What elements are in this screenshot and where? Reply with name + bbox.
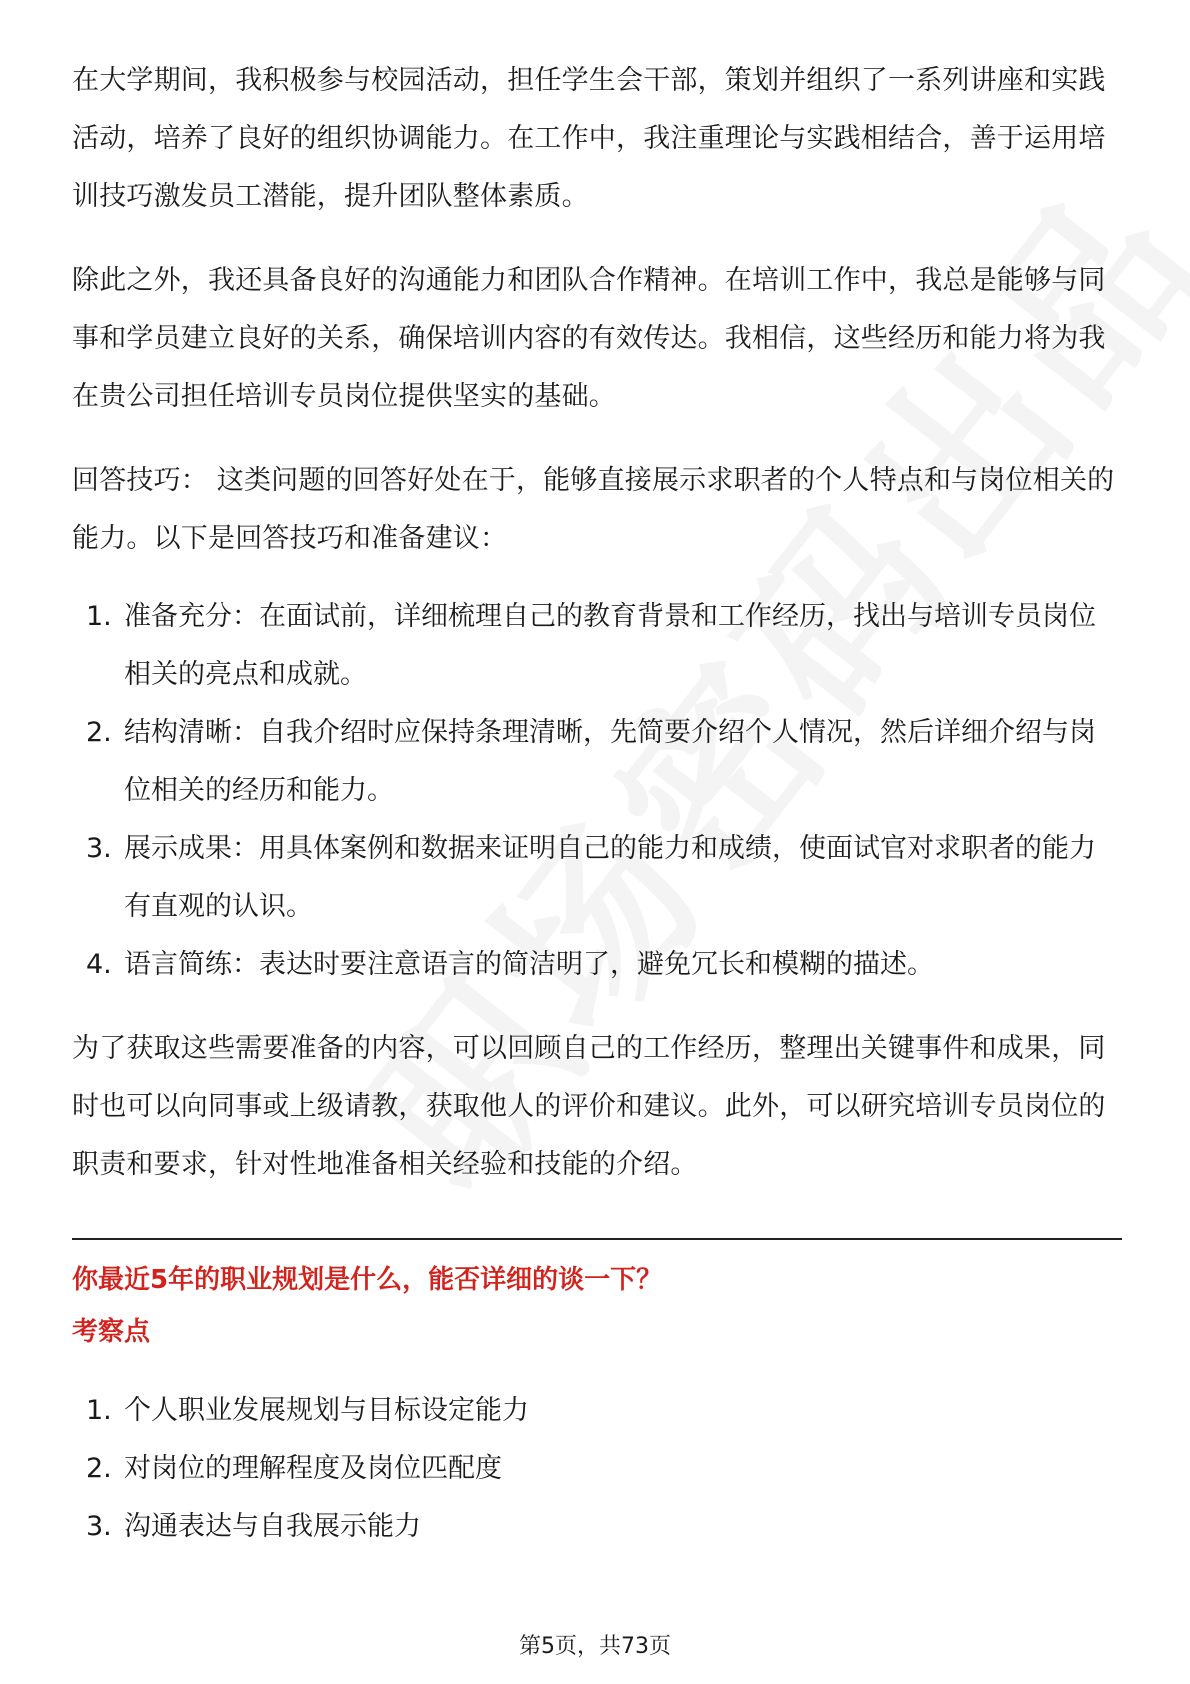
list-item-text: 沟通表达与自我展示能力 bbox=[124, 1511, 421, 1542]
list-item bbox=[72, 1382, 1122, 1440]
list-item-text: 准备充分：在面试前，详细梳理自己的教育背景和工作经历，找出与培训专员岗位相关的亮点和成就。 bbox=[124, 601, 1096, 690]
assessment-subheading: 考察点 bbox=[72, 1317, 151, 1347]
list-number: 4. bbox=[86, 949, 112, 980]
list-item bbox=[72, 1498, 1122, 1556]
list-number: 3. bbox=[86, 1511, 112, 1542]
list-number: 1. bbox=[86, 601, 112, 632]
assessment-points-list bbox=[72, 1382, 1122, 1556]
list-number: 1. bbox=[86, 1395, 112, 1426]
question-heading: 你最近5年的职业规划是什么，能否详细的谈一下？ bbox=[72, 1265, 663, 1295]
list-item bbox=[72, 820, 1122, 936]
list-number: 2. bbox=[86, 1453, 112, 1484]
paragraph-answer-tips: 回答技巧： 这类问题的回答好处在于，能够直接展示求职者的个人特点和与岗位相关的能力。以下是回答技巧和准备建议： bbox=[72, 465, 1115, 554]
list-item-text: 语言简练：表达时要注意语言的简洁明了，避免冗长和模糊的描述。 bbox=[124, 949, 934, 980]
list-item bbox=[72, 704, 1122, 820]
list-number: 3. bbox=[86, 833, 112, 864]
list-item bbox=[72, 1440, 1122, 1498]
tips-list bbox=[72, 588, 1122, 994]
list-item bbox=[72, 936, 1122, 994]
paragraph-abilities: 除此之外，我还具备良好的沟通能力和团队合作精神。在培训工作中，我总是能够与同事和学员建立良好的关系，确保培训内容的有效传达。我相信，这些经历和能力将为我在贵公司担任培训专员岗位提供坚实的基础。 bbox=[72, 265, 1106, 412]
list-item-text: 对岗位的理解程度及岗位匹配度 bbox=[124, 1453, 502, 1484]
list-item bbox=[72, 588, 1122, 704]
section-divider bbox=[72, 1238, 1122, 1240]
list-item-text: 展示成果：用具体案例和数据来证明自己的能力和成绩，使面试官对求职者的能力有直观的认识。 bbox=[124, 833, 1096, 922]
paragraph-experience: 在大学期间，我积极参与校园活动，担任学生会干部，策划并组织了一系列讲座和实践活动，培养了良好的组织协调能力。在工作中，我注重理论与实践相结合，善于运用培训技巧激发员工潜能，提升团队整体素质。 bbox=[72, 65, 1106, 212]
list-item-text: 结构清晰：自我介绍时应保持条理清晰，先简要介绍个人情况，然后详细介绍与岗位相关的经历和能力。 bbox=[124, 717, 1096, 806]
list-item-text: 个人职业发展规划与目标设定能力 bbox=[124, 1395, 529, 1426]
paragraph-closing: 为了获取这些需要准备的内容，可以回顾自己的工作经历，整理出关键事件和成果，同时也可以向同事或上级请教，获取他人的评价和建议。此外，可以研究培训专员岗位的职责和要求，针对性地准备相关经验和技能的介绍。 bbox=[72, 1033, 1106, 1180]
page-content bbox=[72, 52, 1122, 1556]
list-number: 2. bbox=[86, 717, 112, 748]
page-number-footer: 第5页，共73页 bbox=[519, 1634, 671, 1659]
